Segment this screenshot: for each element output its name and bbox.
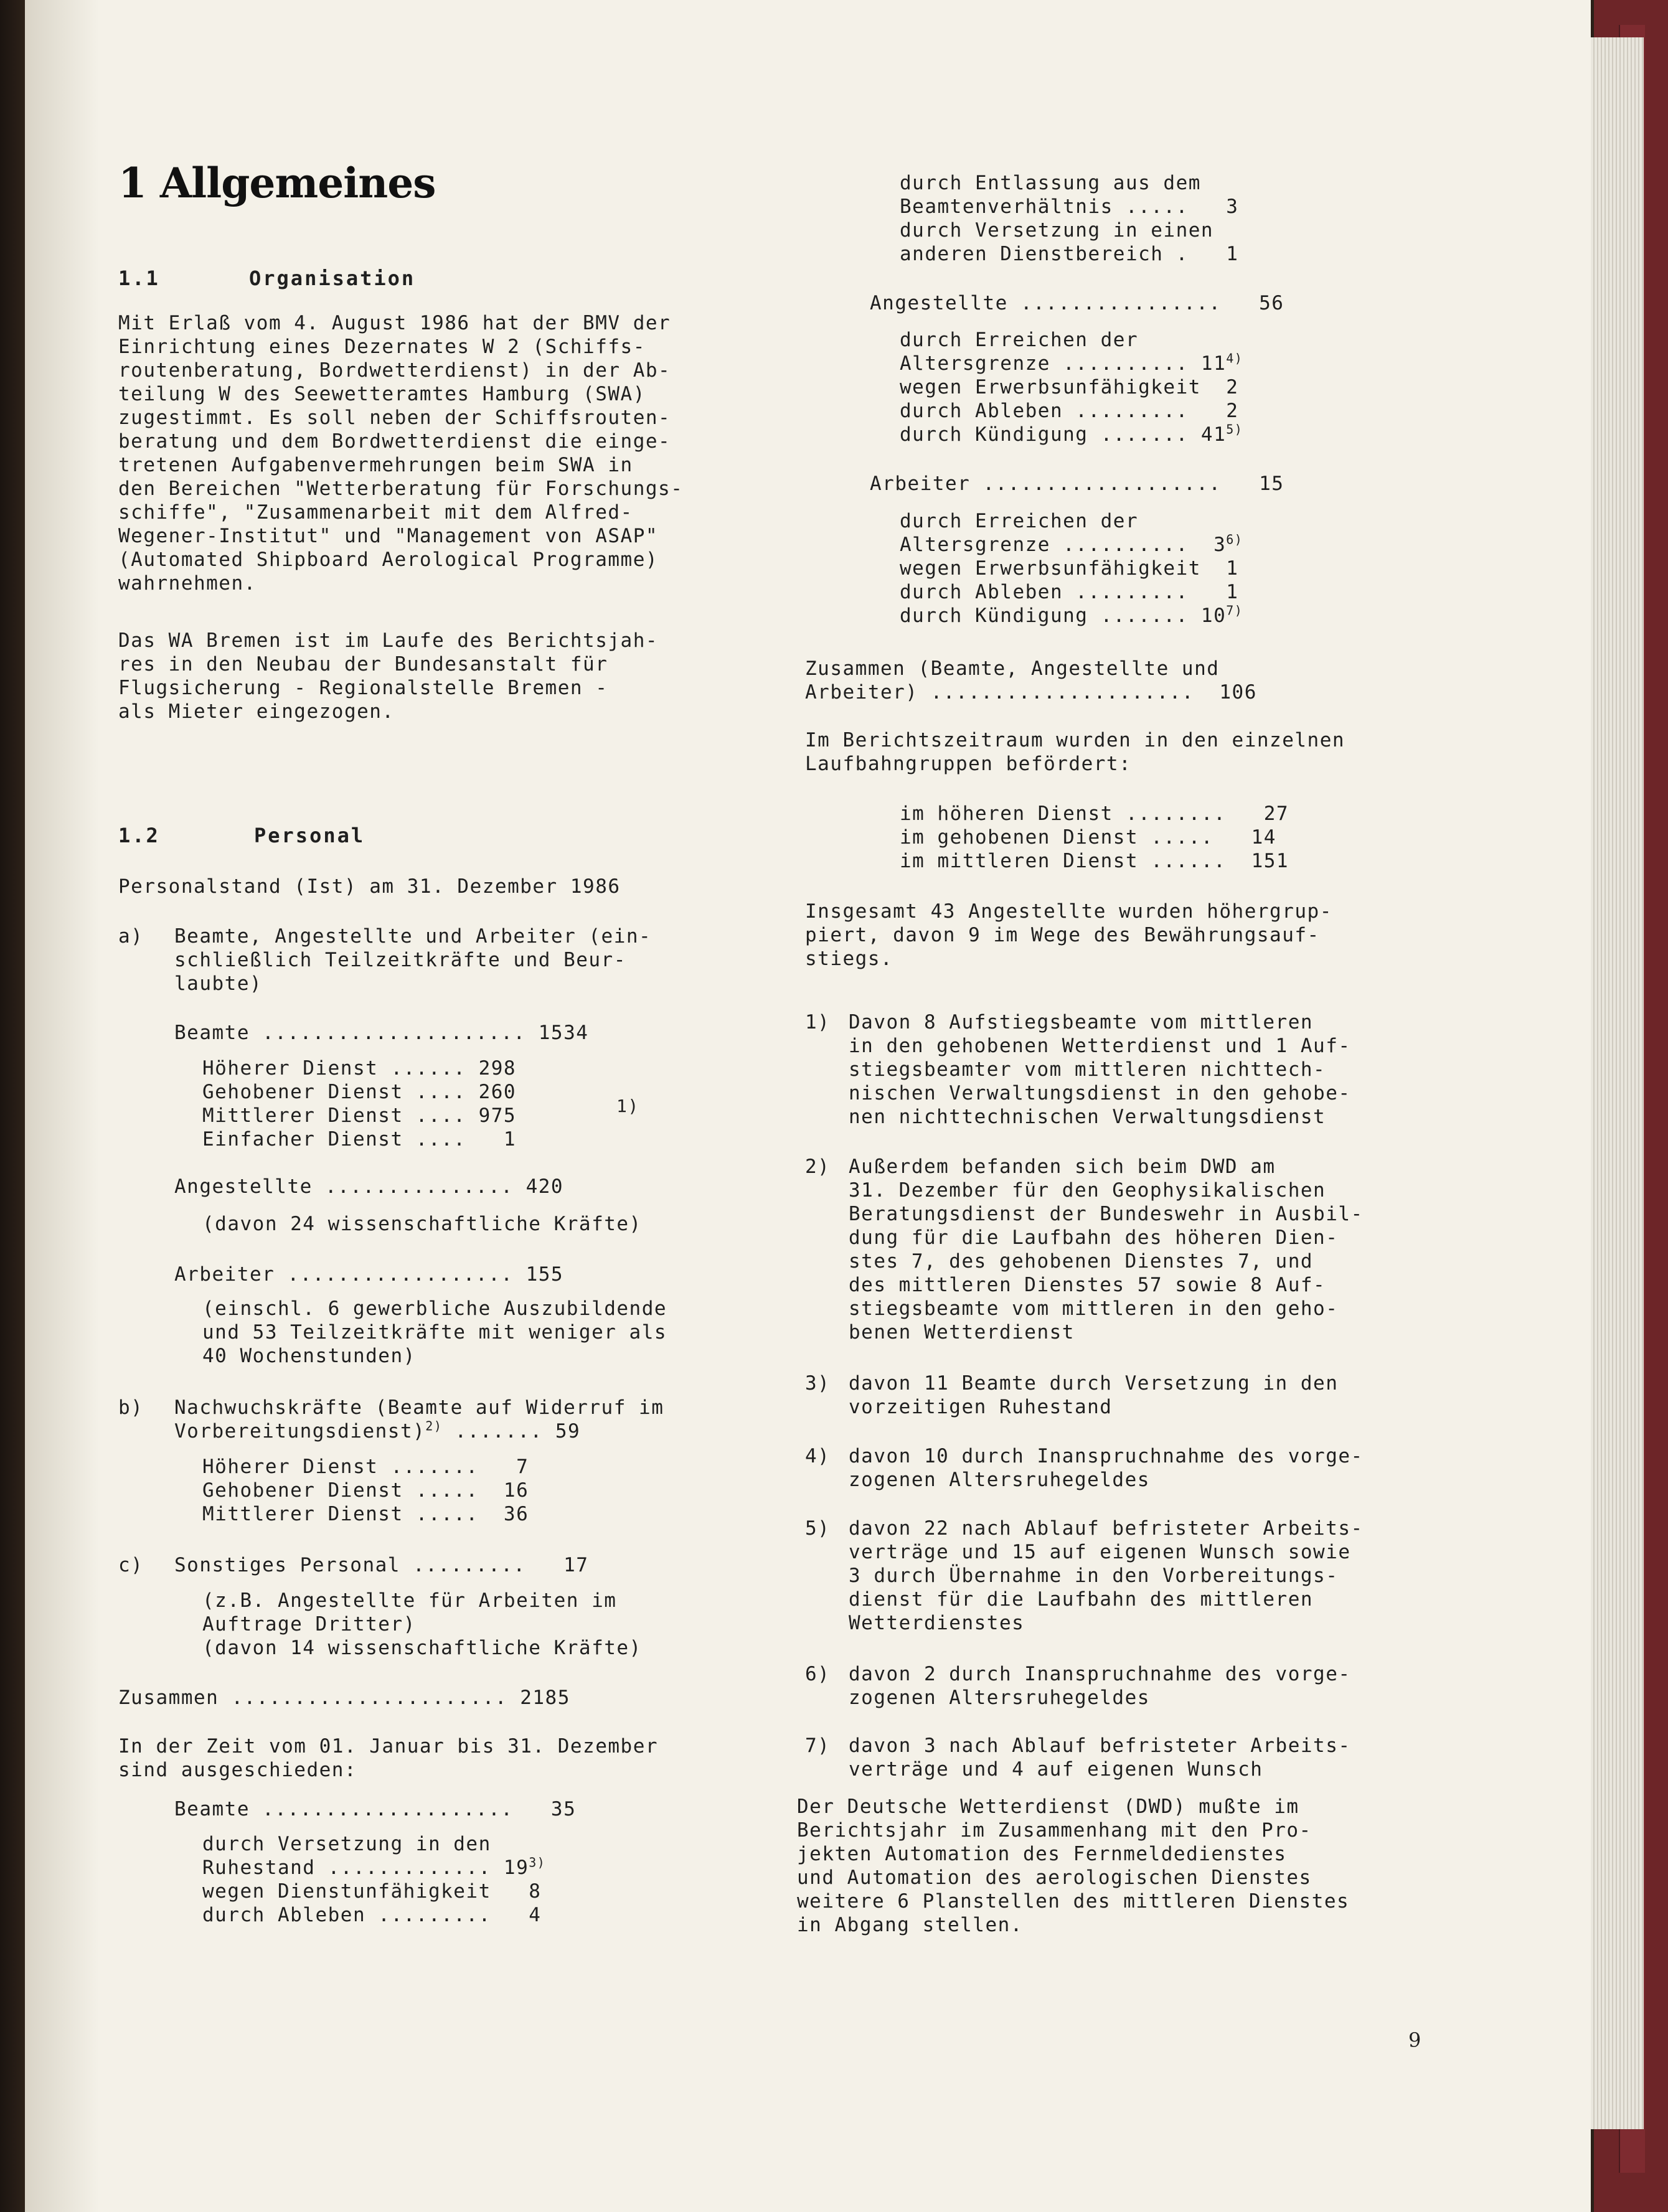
befoerderungen-list: im höheren Dienst ........ 27 im gehobenen Dienst ..... 14 im mittleren Dienst ...... 151: [900, 802, 1289, 872]
footnote-3-label: 3): [805, 1372, 831, 1395]
footnote-5-text: davon 22 nach Ablauf befristeter Arbeits- verträge und 15 auf eigenen Wunsch sowie 3 durch Übernahme in den Vorbereitungs- dienst für die Laufbahn des mittleren Wetterdienstes: [849, 1517, 1364, 1634]
closing-paragraph: Der Deutsche Wetterdienst (DWD) mußte im Berichtsjahr im Zusammenhang mit den Pro- jekten Automation des Fernmeldedienstes und Automation des aerologischen Dienstes weitere 6 Planstellen des mittleren Dienstes in Abgang stellen.: [797, 1795, 1350, 1936]
arbeiter-exits-line2: [900, 533, 1243, 557]
angestellte-detail: (davon 24 wissenschaftliche Kräfte): [202, 1213, 642, 1235]
section-1-2-title: Personal: [254, 824, 365, 847]
footnote-5-label: 5): [805, 1517, 831, 1540]
item-b-line2-text: Vorbereitungsdienst): [174, 1420, 426, 1443]
item-b-line1: Nachwuchskräfte (Beamte auf Widerruf im: [174, 1396, 664, 1419]
ruhestand-text: Ruhestand ............. 19: [202, 1857, 529, 1879]
arbeiter-footnote-7: 7): [1226, 603, 1243, 618]
section-1-2-number: 1.2: [118, 824, 160, 847]
befoerderungen-intro: Im Berichtszeitraum wurden in den einzelnen Laufbahngruppen befördert:: [805, 729, 1345, 775]
item-a-label: a): [118, 925, 144, 948]
item-b-line2: [174, 1419, 580, 1443]
arbeiter-exits-line3: wegen Erwerbsunfähigkeit 1 durch Ableben ......... 1: [900, 557, 1239, 603]
footnote-7-label: 7): [805, 1734, 831, 1757]
beamte-continued: durch Entlassung aus dem Beamtenverhältnis ..... 3 durch Versetzung in einen anderen Dienstbereich . 1: [900, 172, 1239, 265]
arbeiter-altersgrenze: Altersgrenze .......... 3: [900, 534, 1227, 556]
beamte-breakdown: Höherer Dienst ...... 298 Gehobener Dienst .... 260 Mittlerer Dienst .... 975 Einfacher Dienst .... 1: [202, 1057, 517, 1151]
org-paragraph-2: Das WA Bremen ist im Laufe des Berichtsjah- res in den Neubau der Bundesanstalt für Flugsicherung - Regionalstelle Bremen - als Mieter eingezogen.: [118, 629, 659, 723]
angestellte-exits-line2: [900, 352, 1243, 375]
ausgeschieden-beamte-line2: [202, 1856, 545, 1880]
item-c-label: c): [118, 1554, 144, 1576]
ausgeschieden-beamte-line1: durch Versetzung in den: [202, 1833, 491, 1855]
item-b-footnote-ref: 2): [425, 1418, 443, 1434]
ausgeschieden-beamte-line3: wegen Dienstunfähigkeit 8 durch Ableben ......... 4: [202, 1880, 542, 1926]
footnote-4-text: davon 10 durch Inanspruchnahme des vorge- zogenen Altersruhegeldes: [849, 1445, 1364, 1491]
angestellte-altersgrenze: Altersgrenze .......... 11: [900, 352, 1227, 375]
footnote-7-text: davon 3 nach Ablauf befristeter Arbeits- verträge und 4 auf eigenen Wunsch: [849, 1734, 1351, 1781]
angestellte-exits-line1: durch Erreichen der: [900, 329, 1139, 351]
footnote-2-label: 2): [805, 1155, 831, 1178]
hoehergruppierung-paragraph: Insgesamt 43 Angestellte wurden höhergrup- piert, davon 9 im Wege des Bewährungsauf- stiegs.: [805, 900, 1332, 970]
footnote-4-label: 4): [805, 1445, 831, 1467]
angestellte-total: Angestellte ............... 420: [174, 1175, 564, 1198]
ausgeschieden-intro: In der Zeit vom 01. Januar bis 31. Dezember sind ausgeschieden:: [118, 1735, 659, 1781]
org-paragraph-1: Mit Erlaß vom 4. August 1986 hat der BMV der Einrichtung eines Dezernates W 2 (Schiffs- routenberatung, Bordwetterdienst) in der Ab- teilung W des Seewetteramtes Hamburg (SWA) zugestimmt. Es soll neben der Schiffsrouten- beratung und dem Bordwetterdienst die einge- tretenen Aufgabenvermehrungen beim SWA in den Bereichen "Wetterberatung für Forschungs- schiffe", "Zusammenarbeit mit dem Alfred- Wegener-Institut" und "Management von ASAP" (Automated Shipboard Aerological Programme) wahrnehmen.: [118, 312, 684, 595]
ruhestand-footnote-ref: 3): [529, 1855, 546, 1870]
item-c-detail: (z.B. Angestellte für Arbeiten im Auftrage Dritter) (davon 14 wissenschaftliche Kräfte): [202, 1589, 642, 1659]
arbeiter-exits-heading: Arbeiter ................... 15: [870, 473, 1284, 495]
page-number: 9: [1408, 2028, 1421, 2052]
personalstand-line: Personalstand (Ist) am 31. Dezember 1986: [118, 875, 621, 898]
beamte-total: Beamte ..................... 1534: [174, 1022, 589, 1044]
arbeiter-kuendigung: durch Kündigung ....... 10: [900, 605, 1227, 627]
page-stack-edge: [1591, 37, 1644, 2129]
footnote-6-label: 6): [805, 1663, 831, 1685]
zusammen-total: Zusammen ...................... 2185: [118, 1687, 570, 1709]
beamte-footnote-ref: 1): [616, 1096, 639, 1116]
item-b-label: b): [118, 1396, 144, 1419]
ausgeschieden-beamte: Beamte .................... 35: [174, 1798, 577, 1820]
page-gutter: [25, 0, 100, 2212]
angestellte-footnote-4: 4): [1226, 351, 1243, 366]
angestellte-exits-line4: [900, 423, 1243, 446]
arbeiter-footnote-6: 6): [1226, 532, 1243, 547]
nachwuchs-breakdown: Höherer Dienst ....... 7 Gehobener Dienst ..... 16 Mittlerer Dienst ..... 36: [202, 1456, 529, 1525]
footnote-3-text: davon 11 Beamte durch Versetzung in den vorzeitigen Ruhestand: [849, 1372, 1339, 1418]
footnote-1-text: Davon 8 Aufstiegsbeamte vom mittleren in den gehobenen Wetterdienst und 1 Auf- stiegsbeamter vom mittleren nichttech- nischen Verwaltungsdienst in den gehobe- nen nichttechnischen Verwaltungsdienst: [849, 1011, 1351, 1128]
arbeiter-detail: (einschl. 6 gewerbliche Auszubildende und 53 Teilzeitkräfte mit weniger als 40 Wochenstunden): [202, 1297, 667, 1367]
exits-total: Zusammen (Beamte, Angestellte und Arbeiter) ..................... 106: [805, 657, 1257, 704]
item-b-line2-count: ....... 59: [442, 1420, 581, 1443]
angestellte-exits-line3: wegen Erwerbsunfähigkeit 2 durch Ableben ......... 2: [900, 376, 1239, 422]
book-page: [25, 0, 1591, 2212]
arbeiter-total: Arbeiter .................. 155: [174, 1263, 564, 1286]
item-a-text: Beamte, Angestellte und Arbeiter (ein- schließlich Teilzeitkräfte und Beur- laubte): [174, 925, 652, 995]
footnote-2-text: Außerdem befanden sich beim DWD am 31. Dezember für den Geophysikalischen Beratungsdienst der Bundeswehr in Ausbil- dung für die Laufbahn des höheren Dien- stes 7, des gehobenen Dienstes 7, und des mittleren Dienstes 57 sowie 8 Auf- stiegsbeamte vom mittleren in den geho- benen Wetterdienst: [849, 1155, 1364, 1344]
footnote-1-label: 1): [805, 1011, 831, 1033]
item-c-text: Sonstiges Personal ......... 17: [174, 1554, 589, 1576]
arbeiter-exits-line1: durch Erreichen der: [900, 510, 1139, 532]
angestellte-footnote-5: 5): [1226, 421, 1243, 437]
angestellte-exits-heading: Angestellte ................ 56: [870, 292, 1284, 314]
footnote-6-text: davon 2 durch Inanspruchnahme des vorge- zogenen Altersruhegeldes: [849, 1663, 1351, 1709]
arbeiter-exits-line4: [900, 604, 1243, 628]
section-1-1-number: 1.1: [118, 266, 160, 290]
section-1-1-title: Organisation: [249, 266, 416, 290]
angestellte-kuendigung: durch Kündigung ....... 41: [900, 423, 1227, 446]
page-heading: 1 Allgemeines: [118, 159, 436, 207]
